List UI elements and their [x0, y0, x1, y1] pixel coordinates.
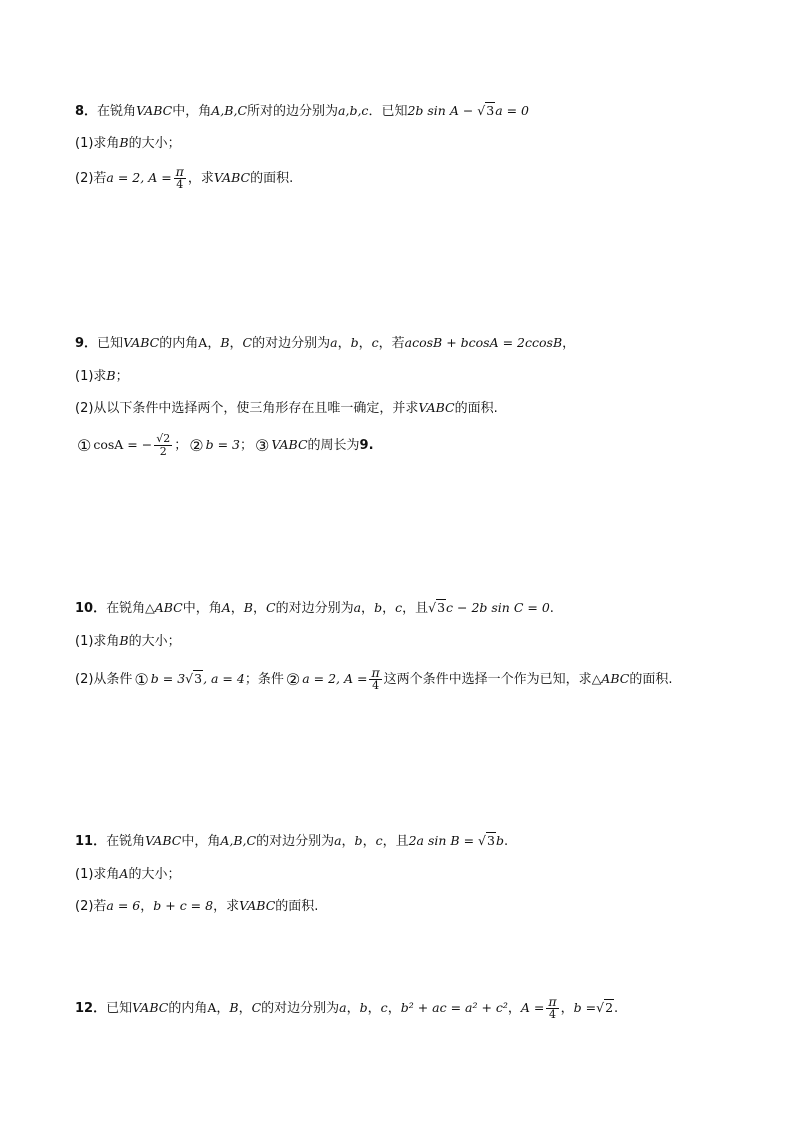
q10-part2: (2)从条件 ① b = 3√3, a = 4；条件 ② a = 2, A = $\frac{\pi}{4}$ 这两个条件中选择一个作为已知，求△ABC的面积.: [75, 665, 673, 692]
sqrt-symbol: √3: [477, 103, 495, 118]
circled-number-1: ①: [77, 436, 92, 455]
circled-number-2: ②: [285, 670, 301, 689]
circled-number-3: ③: [254, 436, 270, 455]
q9-conditions: ① cosA = − $\frac{√2}{2}$ ； ② b = 3； ③ VABC的周长为9.: [77, 432, 374, 458]
q9-part1: (1)求B；: [75, 368, 129, 384]
q12-number: 12．: [75, 1001, 107, 1016]
circled-number-1: ①: [134, 670, 149, 689]
q8-stem: 8．在锐角VABC中，角A,B,C所对的边分别为a,b,c．已知2b sin A − √3a = 0: [75, 103, 530, 119]
q12-stem: 12．已知VABC的内角A，B，C的对边分别为a，b，c，b² + ac = a² + c²，A = $\frac{\pi}{4}$ ，b =√2.: [75, 994, 619, 1021]
q8-part1: (1)求角B的大小；: [75, 135, 181, 151]
q9-stem: 9．已知VABC的内角A，B，C的对边分别为a，b，c，若acosB + bcosA = 2ccosB，: [75, 335, 576, 351]
circled-number-2: ②: [189, 436, 204, 455]
sqrt-symbol: √2: [596, 1000, 614, 1015]
fraction: $\frac{\pi}{4}$: [548, 994, 557, 1021]
sqrt-symbol: √3: [428, 600, 446, 615]
q8-number: 8．: [75, 104, 98, 119]
fraction: $\frac{\pi}{4}$: [175, 164, 184, 191]
sqrt-symbol: √3: [185, 671, 203, 686]
q10-stem: 10．在锐角△ABC中，角A，B，C的对边分别为a，b，c，且√3c − 2b sin C = 0.: [75, 600, 554, 616]
fraction: $\frac{√2}{2}$: [156, 432, 171, 458]
fraction: $\frac{\pi}{4}$: [371, 665, 380, 692]
sqrt-symbol: √3: [478, 833, 495, 848]
q11-stem: 11．在锐角VABC中，角A,B,C的对边分别为a，b，c，且2a sin B = √3b.: [75, 833, 509, 849]
q10-number: 10．: [75, 601, 107, 616]
q9-number: 9．: [75, 336, 98, 351]
q11-part1: (1)求角A的大小；: [75, 866, 181, 882]
q11-number: 11．: [75, 834, 107, 849]
q10-part1: (1)求角B的大小；: [75, 633, 181, 649]
q8-part2: (2)若a = 2, A = $\frac{\pi}{4}$ ，求VABC的面积.: [75, 164, 294, 191]
q11-part2: (2)若a = 6，b + c = 8，求VABC的面积.: [75, 898, 319, 914]
q9-part2: (2)从以下条件中选择两个，使三角形存在且唯一确定，并求VABC的面积.: [75, 400, 498, 416]
